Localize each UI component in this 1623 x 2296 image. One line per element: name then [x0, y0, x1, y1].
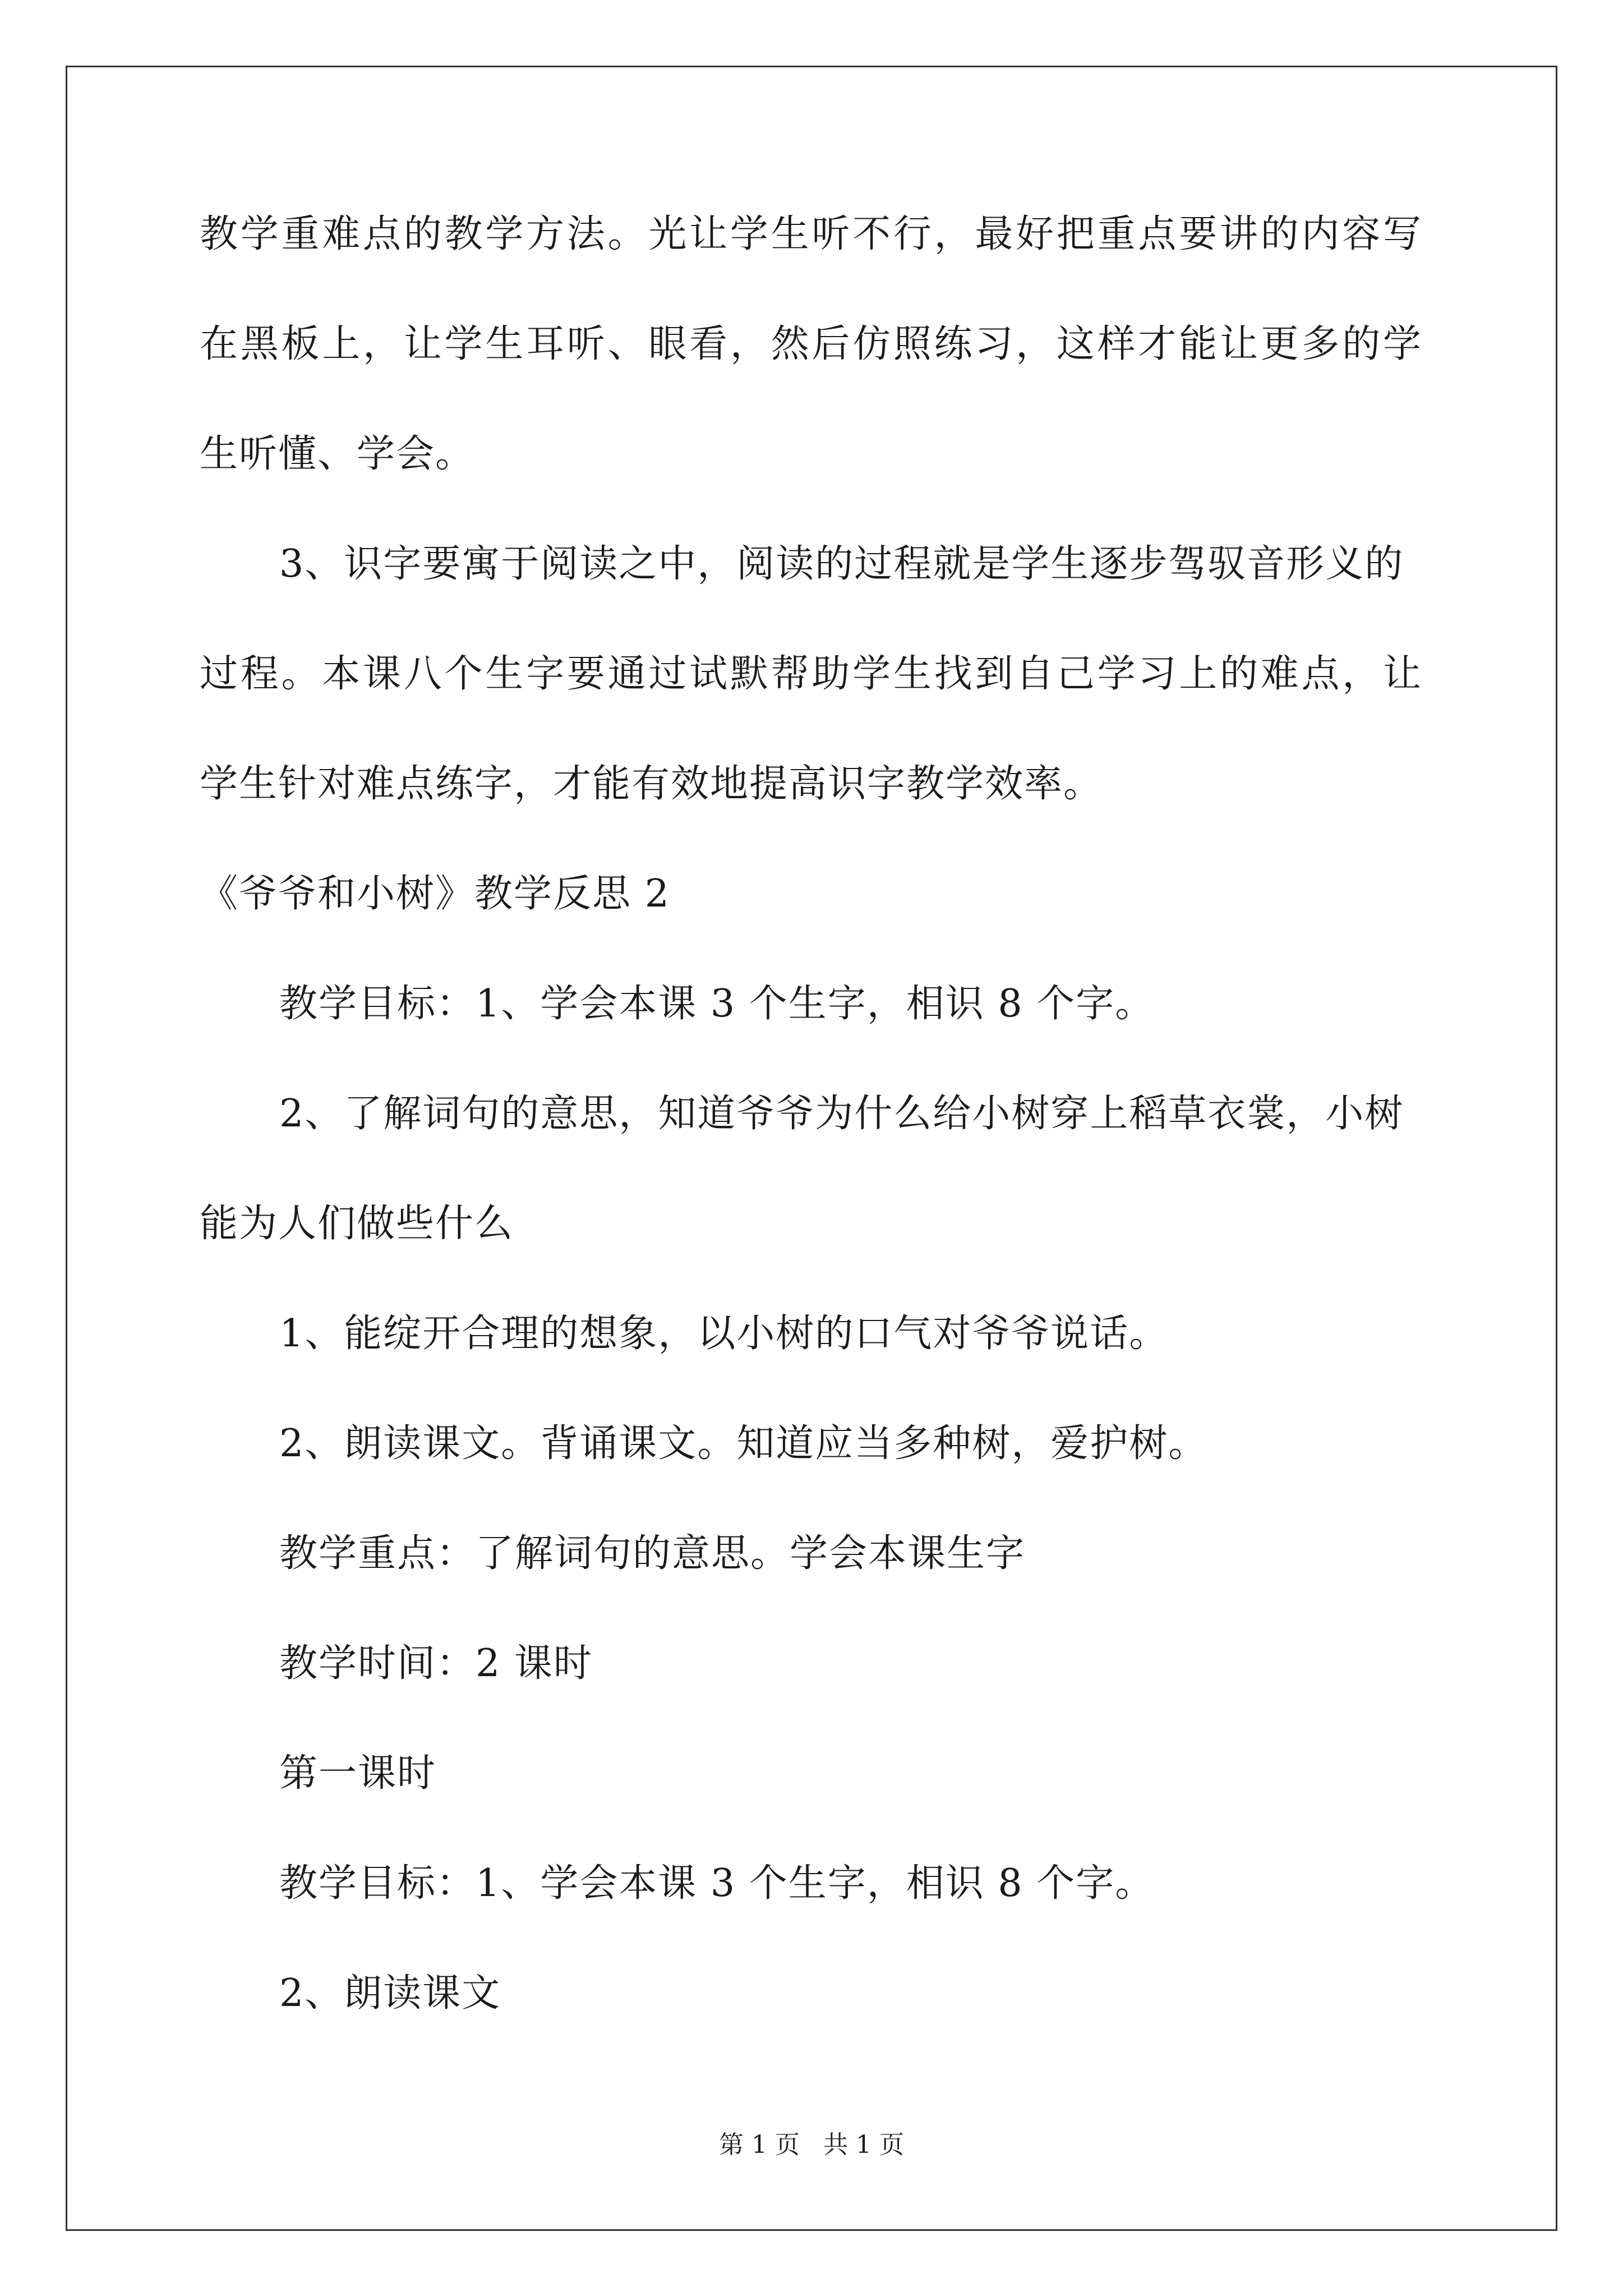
section-heading: 《爷爷和小树》教学反思 2 [200, 872, 670, 916]
text-line-1: 教学重难点的教学方法。光让学生听不行，最好把重点要讲的内容写 [200, 212, 1422, 256]
text-line-6: 学生针对难点练字，才能有效地提高识字教学效率。 [200, 762, 1103, 806]
text-line-3: 生听懂、学会。 [200, 432, 475, 476]
text-line-16: 教学目标：1、学会本课 3 个生字，相识 8 个字。 [279, 1861, 1155, 1906]
text-line-8: 教学目标：1、学会本课 3 个生字，相识 8 个字。 [279, 982, 1155, 1026]
page-border [66, 66, 1557, 2231]
text-line-9: 2、了解词句的意思，知道爷爷为什么给小树穿上稻草衣裳，小树 [279, 1092, 1404, 1136]
text-line-2: 在黑板上，让学生耳听、眼看，然后仿照练习，这样才能让更多的学 [200, 322, 1422, 366]
page-footer: 第 1 页 共 1 页 [719, 2131, 904, 2159]
text-line-13: 教学重点：了解词句的意思。学会本课生字 [279, 1531, 1026, 1576]
text-line-11: 1、能绽开合理的想象，以小树的口气对爷爷说话。 [279, 1312, 1169, 1356]
text-line-14: 教学时间：2 课时 [279, 1641, 593, 1686]
text-line-5: 过程。本课八个生字要通过试默帮助学生找到自己学习上的难点，让 [200, 652, 1422, 696]
text-line-10: 能为人们做些什么 [200, 1202, 514, 1246]
text-line-15: 第一课时 [279, 1751, 437, 1796]
text-line-12: 2、朗读课文。背诵课文。知道应当多种树，爱护树。 [279, 1421, 1208, 1466]
text-line-17: 2、朗读课文 [279, 1971, 501, 2016]
text-line-4: 3、识字要寓于阅读之中，阅读的过程就是学生逐步驾驭音形义的 [279, 542, 1404, 586]
